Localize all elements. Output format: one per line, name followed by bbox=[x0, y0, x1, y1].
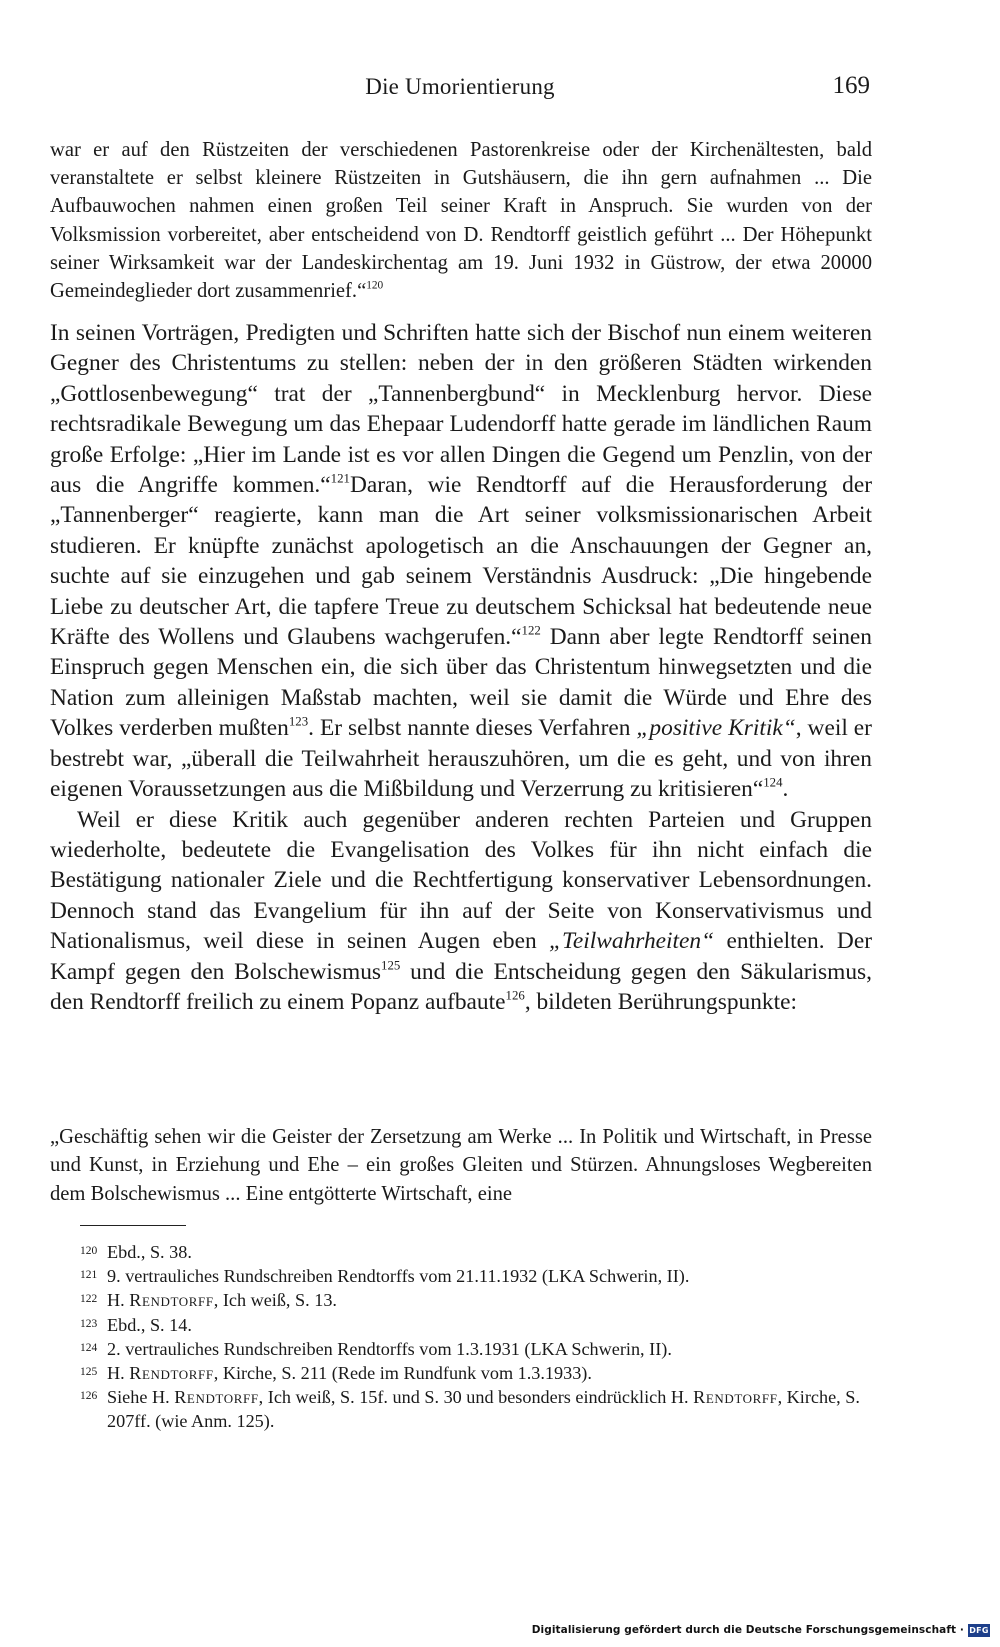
footnote-ref-122[interactable]: 122 bbox=[521, 623, 541, 638]
author-name: Rendtorff bbox=[129, 1290, 214, 1311]
paragraph-1 bbox=[50, 318, 872, 805]
footnote-ref-123[interactable]: 123 bbox=[288, 714, 309, 729]
footnote-126 bbox=[80, 1385, 880, 1433]
footnote-text: Ebd., S. 38. bbox=[107, 1242, 192, 1262]
footnote-number: 125 bbox=[80, 1366, 98, 1379]
footnote-121 bbox=[80, 1264, 880, 1288]
para2-text-1: Weil er diese Kritik auch gegenüber anderen rechten Parteien und Gruppen wiederholte, bedeutete die Evangelisation des Volkes für ihn nicht einfach die Bestätigung nationaler Ziele und die Rechtfertigung konservativer Lebensordnungen. Dennoch stand das Evangelium für ihn auf der Seite von Konservativismus und Nationalismus, weil diese in seinen Augen eben bbox=[50, 806, 872, 955]
body-text bbox=[50, 318, 872, 1017]
para1-text-5: , weil er bestrebt war, „überall die Teilwahrheit herauszuhören, um die es geht, und von ihren eigenen Voraussetzungen aus die Mißbildung und Verzerrung zu kritisieren“ bbox=[50, 715, 872, 803]
footnote-text-pre: H. bbox=[107, 1363, 130, 1384]
para2-text-2: enthielten. Der Kampf gegen den Bolschewismus bbox=[50, 928, 872, 985]
footnote-text: 2. vertrauliches Rundschreiben Rendtorffs vom 1.3.1931 (LKA Schwerin, II). bbox=[107, 1338, 672, 1359]
dfg-funding-notice bbox=[532, 1622, 990, 1638]
footnote-ref-126[interactable]: 126 bbox=[505, 988, 525, 1003]
footnote-120 bbox=[80, 1240, 880, 1264]
footnote-text-pre: Siehe H. bbox=[107, 1387, 175, 1408]
author-name: Rendtorff bbox=[693, 1387, 778, 1408]
footnotes bbox=[80, 1240, 880, 1434]
footnote-124 bbox=[80, 1337, 880, 1361]
footnote-number: 121 bbox=[80, 1269, 98, 1282]
para2-emphasis: „Teilwahrheiten“ bbox=[549, 928, 715, 955]
para2-text-3: und die Entscheidung gegen den Säkularismus, den Rendtorff freilich zu einem Popanz aufbaute bbox=[50, 958, 872, 1015]
footnote-ref-124[interactable]: 124 bbox=[763, 775, 783, 790]
block-quote-bottom: „Geschäftig sehen wir die Geister der Zersetzung am Werke ... In Politik und Wirtschaft, in Presse und Kunst, in Erziehung und Ehe – ein großes Gleiten und Stürzen. Ahnungsloses Wegbereiten dem Bolschewismus ... Eine entgötterte Wirtschaft, eine bbox=[50, 1126, 872, 1205]
footnote-number: 124 bbox=[80, 1341, 98, 1354]
para1-text-2: Daran, wie Rendtorff auf die Herausforderung der „Tannenberger“ reagierte, kann man die Art seiner volksmissionarischen Arbeit studieren. Er knüpfte zunächst apologetisch an die Anschauungen der Gegner an, suchte auf sie einzugehen und gab seinem Verständnis Ausdruck: „Die hingebende Liebe zu deutscher Art, die tapfere Treue zu deutschem Schicksal hat bedeutende neue Kräfte des Wollens und Glaubens wachgerufen.“ bbox=[50, 472, 872, 651]
para2-text-4: , bildeten Berührungspunkte: bbox=[524, 988, 798, 1015]
footnote-text-mid: , Ich weiß, S. 15f. und S. 30 und besonders eindrücklich H. bbox=[258, 1387, 694, 1408]
footnote-rule bbox=[80, 1225, 186, 1226]
footnote-text-pre: H. bbox=[107, 1290, 130, 1311]
block-quote-top bbox=[50, 136, 872, 305]
footnote-ref-125[interactable]: 125 bbox=[381, 957, 401, 972]
quote-top-text: war er auf den Rüstzeiten der verschiedenen Pastorenkreise oder der Kirchenältesten, bald veranstaltete er selbst kleinere Rüstzeiten in Gutshäusern, die ihn gern aufnahmen ... Die Aufbauwochen nahmen einen großen Teil seiner Kraft in Anspruch. Sie wurden von der Volksmission vorbereitet, aber entscheidend von D. Rendtorff geistlich geführt ... Der Höhepunkt seiner Wirksamkeit war der Landeskirchentag am 19. Juni 1932 in Güstrow, der etwa 20000 Gemeindeglieder dort zusammenrief.“ bbox=[50, 139, 872, 303]
author-name: Rendtorff bbox=[129, 1363, 214, 1384]
para1-text-4: . Er selbst nannte dieses Verfahren bbox=[308, 715, 637, 742]
author-name: Rendtorff bbox=[174, 1387, 259, 1408]
footnote-number: 122 bbox=[80, 1293, 98, 1306]
page-number: 169 bbox=[832, 72, 870, 99]
para1-text-6: . bbox=[782, 776, 789, 803]
footnote-122 bbox=[80, 1288, 880, 1312]
footnote-text-post: , Ich weiß, S. 13. bbox=[213, 1290, 337, 1311]
footnote-number: 123 bbox=[80, 1317, 98, 1330]
para1-text-1: In seinen Vorträgen, Predigten und Schriften hatte sich der Bischof nun einem weiteren Gegner des Christentums zu stellen: neben der in den größeren Städten wirkenden „Gottlosenbewegung“ trat der „Tannenbergbund“ in Mecklenburg hervor. Diese rechtsradikale Bewegung um das Ehepaar Ludendorff hatte gerade im ländlichen Raum große Erfolge: „Hier im Lande ist es vor allen Dingen die Gegend um Penzlin, von der aus die Angriffe kommen.“ bbox=[50, 320, 872, 499]
footnote-123 bbox=[80, 1313, 880, 1337]
footnote-number: 126 bbox=[80, 1390, 98, 1403]
dfg-funding-text: Digitalisierung gefördert durch die Deutsche Forschungsgemeinschaft · bbox=[531, 1624, 964, 1636]
footnote-text: 9. vertrauliches Rundschreiben Rendtorffs vom 21.11.1932 (LKA Schwerin, II). bbox=[107, 1266, 690, 1287]
footnote-ref-120[interactable]: 120 bbox=[366, 279, 384, 292]
dfg-logo-icon: DFG bbox=[969, 1625, 989, 1635]
footnote-number: 120 bbox=[80, 1245, 98, 1257]
para1-emphasis: „positive Kritik“ bbox=[636, 715, 796, 742]
para1-text-3: Dann aber legte Rendtorff seinen Einspruch gegen Menschen ein, die sich über das Christentum hinwegsetzten und die Nation zum alleinigen Maßstab machten, weil sie damit die Würde und Ehre des Volkes verderben mußten bbox=[50, 624, 872, 742]
footnote-125 bbox=[80, 1361, 880, 1385]
footnote-text-post: , Kirche, S. 207ff. (wie Anm. 125). bbox=[107, 1387, 860, 1432]
footnote-text: Ebd., S. 14. bbox=[107, 1314, 192, 1335]
footnote-ref-121[interactable]: 121 bbox=[330, 471, 350, 486]
paragraph-2 bbox=[50, 805, 872, 1018]
running-title: Die Umorientierung bbox=[365, 74, 555, 99]
running-head bbox=[50, 74, 870, 106]
footnote-text-post: , Kirche, S. 211 (Rede im Rundfunk vom 1.3.1933). bbox=[213, 1363, 592, 1384]
